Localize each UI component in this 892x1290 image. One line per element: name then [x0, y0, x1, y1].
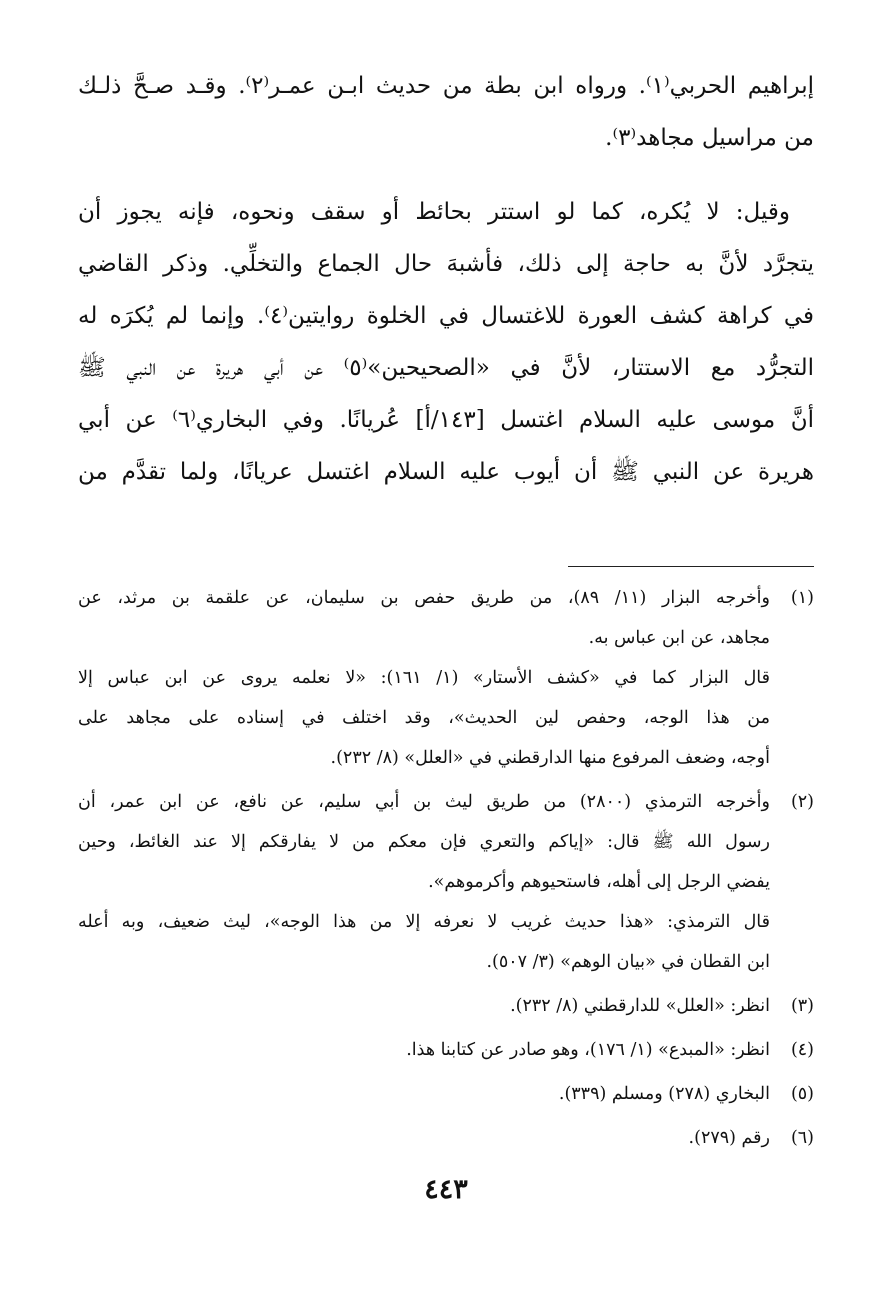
- footnote-line: ابن القطان في «بيان الوهم» (٣/ ٥٠٧).: [486, 952, 770, 972]
- footnote-line: أوجه، وضعف المرفوع منها الدارقطني في «العلل» (٨/ ٢٣٢).: [330, 748, 770, 768]
- footnote-line: من هذا الوجه، وحفص لين الحديث»، وقد اختلف في إسناده على مجاهد على: [78, 708, 770, 728]
- footnote-line: رسول الله ﷺ قال: «إياكم والتعري فإن معكم من لا يفارقكم إلا عند الغائط، وحين: [78, 832, 770, 852]
- main-line: هريرة عن النبي ﷺ أن أيوب عليه السلام اغتسل عريانًا، ولما تقدَّم من: [78, 459, 814, 485]
- footnote-text: انظر: «العلل» للدارقطني (٨/ ٢٣٢).: [510, 996, 770, 1016]
- footnote-text: رقم (٢٧٩).: [688, 1128, 770, 1148]
- main-line: يتجرَّد لأنَّ به حاجة إلى ذلك، فأشبهَ حال الجماع والتخلِّي. وذكر القاضي: [78, 251, 814, 277]
- main-line: من مراسيل مجاهد⁽٣⁾.: [605, 125, 814, 151]
- footnote-text: انظر: «المبدع» (١/ ١٧٦)، وهو صادر عن كتابنا هذا.: [406, 1040, 770, 1060]
- footnote-line: [78, 986, 814, 1026]
- main-line: في كراهة كشف العورة للاغتسال في الخلوة روايتين⁽٤⁾. وإنما لم يُكرَه له: [78, 303, 815, 329]
- footnote-number: (١): [790, 588, 814, 608]
- main-line: إبراهيم الحربي⁽١⁾. ورواه ابن بطة من حديث ابـن عمـر⁽٢⁾. وقـد صـحَّ ذلـك: [78, 73, 814, 99]
- footnote-line: [78, 1030, 814, 1070]
- footnote-text: وأخرجه البزار (١١/ ٨٩)، من طريق حفص بن سليمان، عن علقمة بن مرثد، عن: [78, 588, 770, 608]
- footnote-line: [78, 578, 814, 618]
- footnote-text: وأخرجه الترمذي (٢٨٠٠) من طريق ليث بن أبي سليم، عن نافع، عن ابن عمر، أن: [78, 792, 770, 812]
- page-number: ٤٤٣: [424, 1174, 468, 1205]
- footnote-line: [78, 782, 814, 822]
- footnote-line: قال البزار كما في «كشف الأستار» (١/ ١٦١): «لا نعلمه يروى عن ابن عباس إلا: [78, 668, 770, 688]
- footnote-line: يفضي الرجل إلى أهله، فاستحيوهم وأكرموهم».: [428, 872, 770, 892]
- footnote-number: (٥): [790, 1084, 814, 1104]
- footnote-number: (٢): [790, 792, 814, 812]
- footnote-number: (٦): [790, 1128, 814, 1148]
- main-line: أنَّ موسى عليه السلام اغتسل [١٤٣/أ] عُريانًا. وفي البخاري⁽٦⁾ عن أبي: [78, 407, 814, 433]
- footnote-text: البخاري (٢٧٨) ومسلم (٣٣٩).: [558, 1084, 770, 1104]
- footnote-line: قال الترمذي: «هذا حديث غريب لا نعرفه إلا من هذا الوجه»، ليث ضعيف، وبه أعله: [78, 912, 770, 932]
- main-line: التجرُّد مع الاستتار، لأنَّ في «الصحيحين»⁽٥⁾ عن أبي هريرة عن النبي ﷺ: [78, 355, 814, 381]
- footnote-line: [78, 1074, 814, 1114]
- footnote-line: مجاهد، عن ابن عباس به.: [588, 628, 770, 648]
- main-line: وقيل: لا يُكره، كما لو استتر بحائط أو سقف ونحوه، فإنه يجوز أن: [78, 199, 790, 225]
- footnote-number: (٤): [790, 1040, 814, 1060]
- footnote-line: [78, 1118, 814, 1158]
- footnote-divider: [568, 566, 814, 567]
- footnote-number: (٣): [790, 996, 814, 1016]
